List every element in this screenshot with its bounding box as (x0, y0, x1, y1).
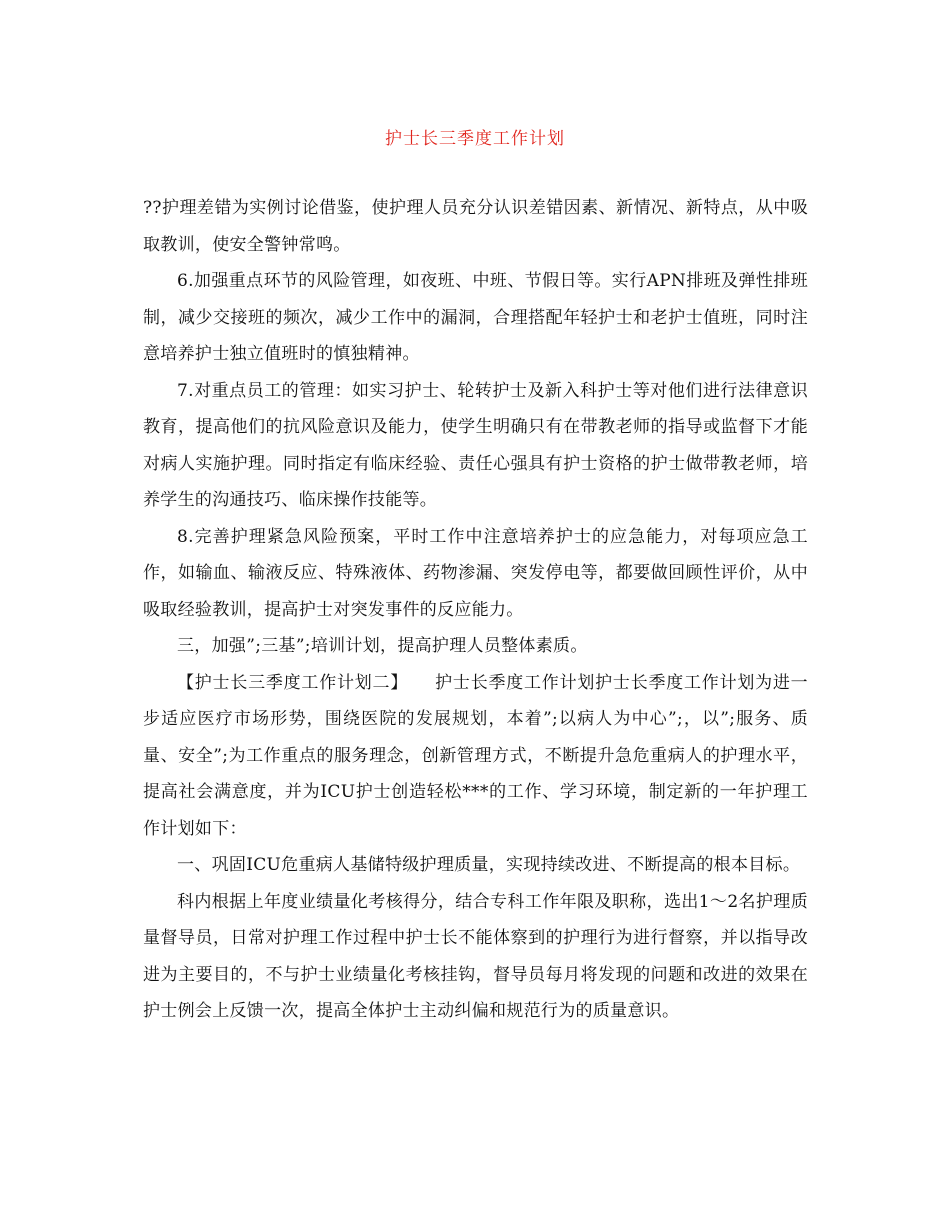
paragraph-supervisor: 科内根据上年度业绩量化考核得分，结合专科工作年限及职称，选出1～2名护理质量督导员，日常对护理工作过程中护士长不能体察到的护理行为进行督察，并以指导改进为主要目的，不与护士业绩量化考核挂钩，督导员每月将发现的问题和改进的效果在护士例会上反馈一次，提高全体护士主动纠偏和规范行为的质量意识。 (143, 891, 808, 1021)
document-title: 护士长三季度工作计划 (385, 129, 565, 149)
paragraph-item-8: 8.完善护理紧急风险预案，平时工作中注意培养护士的应急能力，对每项应急工作，如输血、输液反应、特殊液体、药物渗漏、突发停电等，都要做回顾性评价，从中吸取经验教训，提高护士对突发事件的反应能力。 (143, 526, 808, 620)
paragraph-item-6: 6.加强重点环节的风险管理，如夜班、中班、节假日等。实行APN排班及弹性排班制，减少交接班的频次，减少工作中的漏洞，合理搭配年轻护士和老护士值班，同时注意培养护士独立值班时的慎独精神。 (143, 271, 808, 364)
paragraph-section-one: 一、巩固ICU危重病人基储特级护理质量，实现持续改进、不断提高的根本目标。 (177, 855, 801, 875)
document-body (143, 190, 808, 1030)
paragraph-item-7: 7.对重点员工的管理：如实习护士、轮转护士及新入科护士等对他们进行法律意识教育，提高他们的抗风险意识及能力，使学生明确只有在带教老师的指导或监督下才能对病人实施护理。同时指定有临床经验、责任心强具有护士资格的护士做带教老师，培养学生的沟通技巧、临床操作技能等。 (143, 380, 808, 510)
paragraph-section-three: 三，加强”;三基”;培训计划，提高护理人员整体素质。 (177, 636, 588, 656)
paragraph-plan-two-intro: 【护士长三季度工作计划二】 护士长季度工作计划护士长季度工作计划为进一步适应医疗市场形势，围绕医院的发展规划，本着”;以病人为中心”;，以”;服务、质量、安全”;为工作重点的服务理念，创新管理方式，不断提升急危重病人的护理水平，提高社会满意度，并为ICU护士创造轻松***的工作、学习环境，制定新的一年护理工作计划如下： (143, 672, 808, 839)
paragraph-continuation: ??护理差错为实例讨论借鉴，使护理人员充分认识差错因素、新情况、新特点，从中吸取教训，使安全警钟常鸣。 (143, 198, 808, 255)
